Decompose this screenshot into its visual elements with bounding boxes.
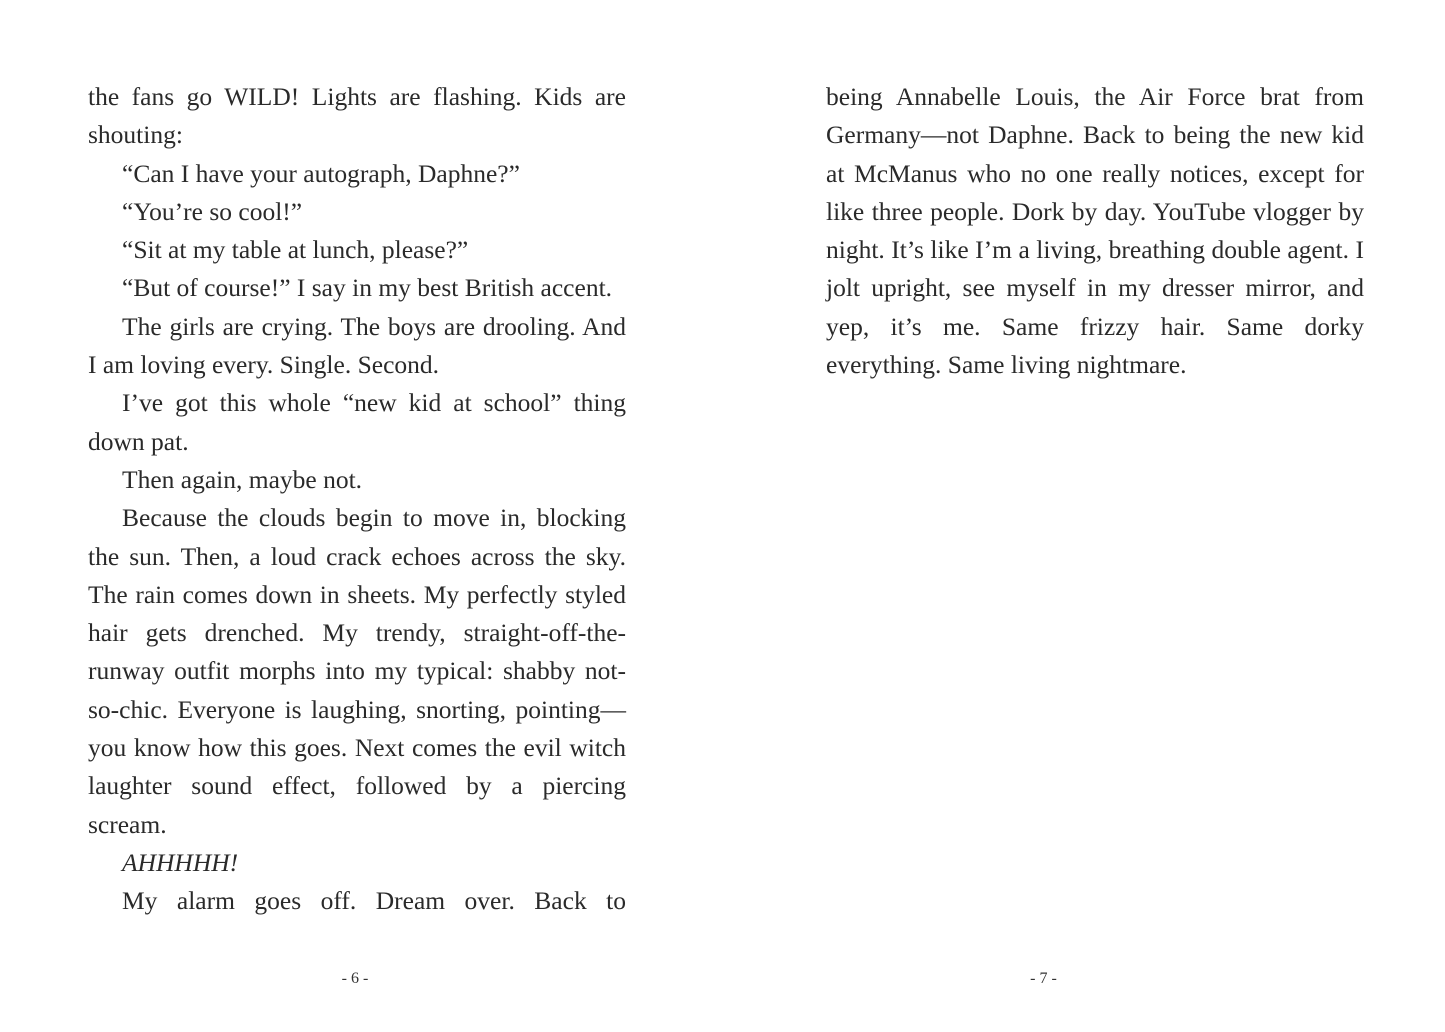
page-number: - 6 - [341,970,369,987]
paragraph: the fans go WILD! Lights are flashing. Kids are shouting: [88,82,626,150]
paragraph: Because the clouds begin to move in, blocking the sun. Then, a loud crack echoes across the sky. The rain comes down in sheets. My perfectly styled hair gets drenched. My trendy, straight-off-the-runway outfit morphs into my typical: shabby not-so-chic. Everyone is laughing, snorting, pointing—you know how this goes. Next comes the evil witch laughter sound effect, followed by a piercing scream. [88,503,626,839]
paragraph-italic: AHHHHH! [122,847,239,877]
paragraph: Then again, maybe not. [122,464,363,494]
paragraph: “But of course!” I say in my best British accent. [122,273,613,303]
right-page [722,0,1445,1032]
paragraph: being Annabelle Louis, the Air Force brat from Germany—not Daphne. Back to being the new kid at McManus who no one really notices, except for like three people. Dork by day. YouTube vlogger by night. It’s like I’m a living, breathing double agent. I jolt upright, see myself in my dresser mirror, and yep, it’s me. Same frizzy hair. Same dorky everything. Same living nightmare. [826,82,1364,380]
left-page [0,0,722,1032]
paragraph: My alarm goes off. Dream over. Back to [122,886,626,916]
paragraph: “Can I have your autograph, Daphne?” [122,158,520,188]
right-page-text [826,78,1364,384]
paragraph: “You’re so cool!” [122,196,303,226]
paragraph: I’ve got this whole “new kid at school” thing down pat. [88,388,626,456]
paragraph: “Sit at my table at lunch, please?” [122,235,469,265]
left-page-text [88,78,626,921]
page-number: - 7 - [1030,970,1057,987]
paragraph: The girls are crying. The boys are drooling. And I am loving every. Single. Second. [88,311,626,380]
